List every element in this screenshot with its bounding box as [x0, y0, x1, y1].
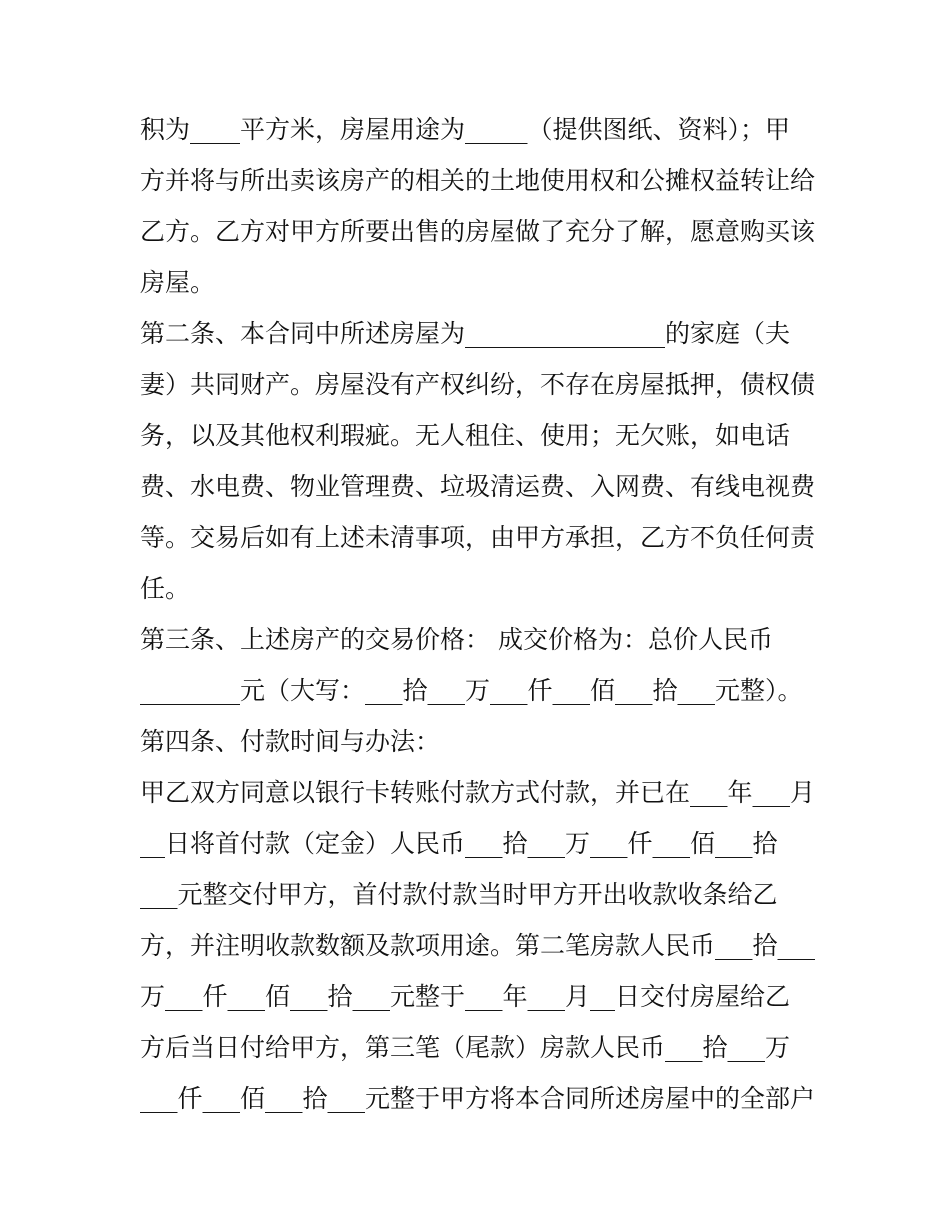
text-line: 务，以及其他权利瑕疵。无人租住、使用；无欠账，如电话: [140, 421, 791, 450]
text-line: 方，并注明收款数额及款项用途。第二笔房款人民币___拾___: [140, 931, 816, 960]
text-line: ___元整交付甲方，首付款付款当时甲方开出收款收条给乙: [140, 880, 778, 909]
text-line: ________元（大写：___拾___万___仟___佰___拾___元整）。: [140, 676, 803, 705]
text-line: 积为____平方米，房屋用途为_____（提供图纸、资料）；甲: [140, 115, 791, 144]
text-line: 房屋。: [140, 268, 216, 297]
contract-text: [140, 104, 820, 1124]
text-line: 方并将与所出卖该房产的相关的土地使用权和公摊权益转让给: [140, 166, 816, 195]
text-line: 任。: [140, 574, 191, 603]
text-line: 等。交易后如有上述未清事项，由甲方承担，乙方不负任何责: [140, 523, 816, 552]
text-line: ___仟___佰___拾___元整于甲方将本合同所述房屋中的全部户: [140, 1084, 816, 1113]
text-line: 第二条、本合同中所述房屋为________________的家庭（夫: [140, 319, 791, 348]
text-line: 万___仟___佰___拾___元整于___年___月__日交付房屋给乙: [140, 982, 791, 1011]
text-line: 费、水电费、物业管理费、垃圾清运费、入网费、有线电视费: [140, 472, 816, 501]
text-line: 甲乙双方同意以银行卡转账付款方式付款，并已在___年___月: [140, 778, 816, 807]
text-line: 第三条、上述房产的交易价格： 成交价格为：总价人民币: [140, 625, 773, 654]
text-line: 方后当日付给甲方，第三笔（尾款）房款人民币___拾___万: [140, 1033, 791, 1062]
text-line: 乙方。乙方对甲方所要出售的房屋做了充分了解，愿意购买该: [140, 217, 816, 246]
text-line: 妻）共同财产。房屋没有产权纠纷，不存在房屋抵押，债权债: [140, 370, 816, 399]
text-line: __日将首付款（定金）人民币___拾___万___仟___佰___拾: [140, 829, 778, 858]
text-line: 第四条、付款时间与办法：: [140, 727, 441, 756]
